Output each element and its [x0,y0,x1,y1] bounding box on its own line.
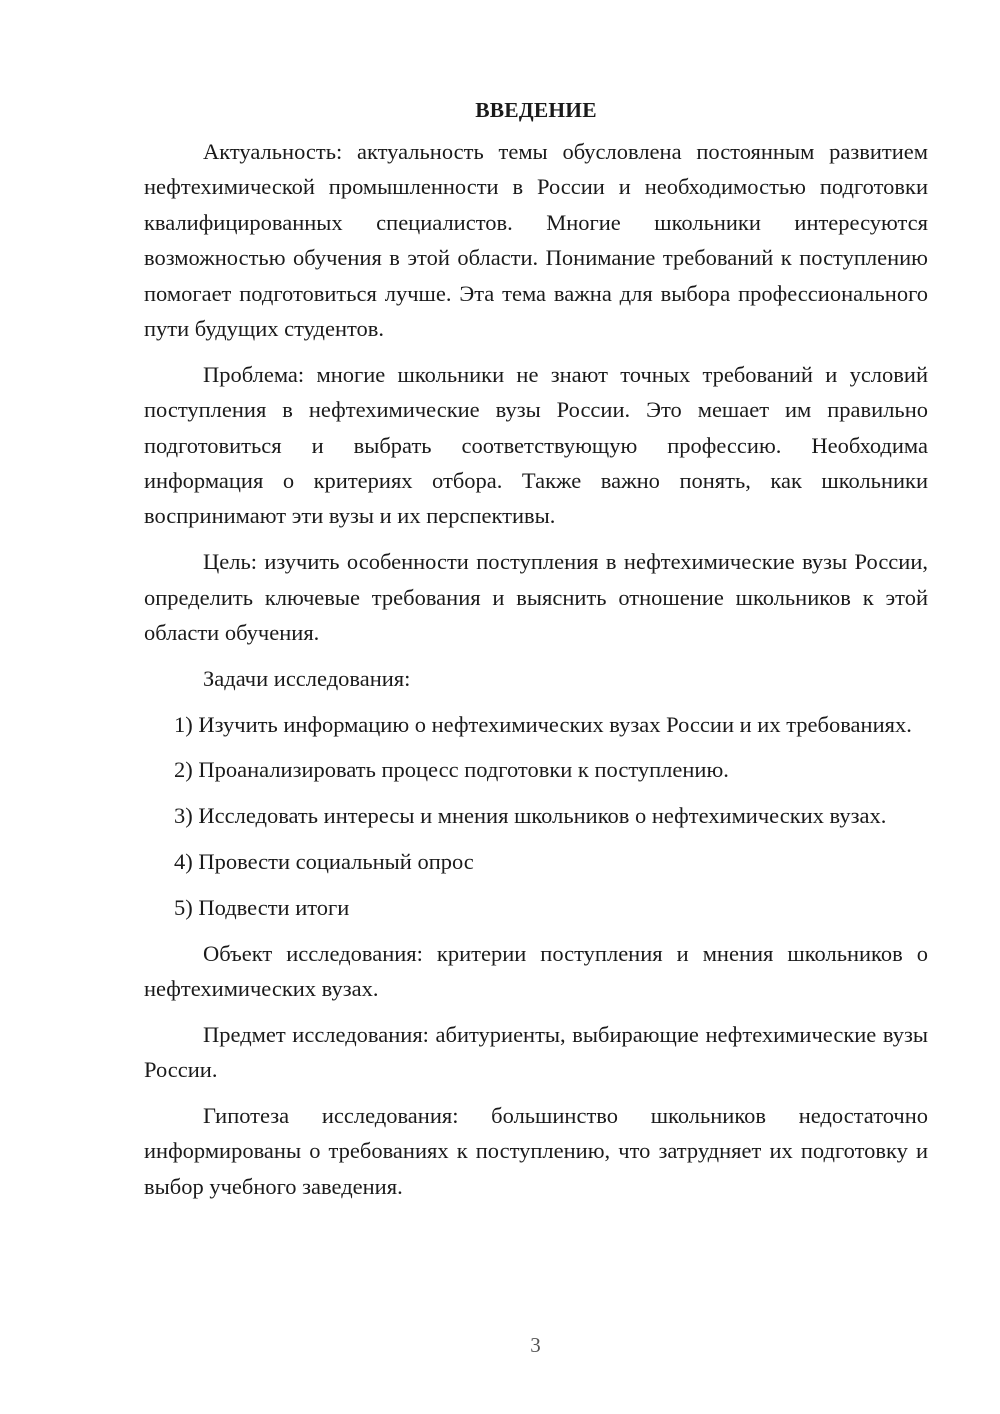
page-content [144,94,928,1215]
task-item: 2) Проанализировать процесс подготовки к поступлению. [174,757,729,783]
task-item: 3) Исследовать интересы и мнения школьников о нефтехимических вузах. [174,803,887,829]
task-item: 1) Изучить информацию о нефтехимических вузах России и их требованиях. [174,711,912,737]
problem-paragraph: Проблема: многие школьники не знают точных требований и условий поступления в нефтехимические вузы России. Это мешает им правильно подготовиться и выбрать соответствующую профессию. Необходима информация о критериях отбора. Также важно понять, как школьники воспринимают эти вузы и их перспективы. [144,361,928,529]
tasks-heading: Задачи исследования: [203,665,411,691]
hypothesis-paragraph: Гипотеза исследования: большинство школьников недостаточно информированы о требованиях к поступлению, что затрудняет их подготовку и выбор учебного заведения. [144,1103,928,1199]
goal-paragraph: Цель: изучить особенности поступления в нефтехимические вузы России, определить ключевые требования и выяснить отношение школьников к этой области обучения. [144,549,928,646]
page-title: ВВЕДЕНИЕ [475,98,597,122]
subject-paragraph: Предмет исследования: абитуриенты, выбирающие нефтехимические вузы России. [144,1021,928,1083]
object-paragraph: Объект исследования: критерии поступления и мнения школьников о нефтехимических вузах. [144,940,928,1002]
task-item: 4) Провести социальный опрос [174,849,474,875]
relevance-paragraph: Актуальность: актуальность темы обусловлена постоянным развитием нефтехимической промышленности в России и необходимостью подготовки квалифицированных специалистов. Многие школьники интересуются возможностью обучения в этой области. Понимание требований к поступлению помогает подготовиться лучше. Эта тема важна для выбора профессионального пути будущих студентов. [144,139,928,342]
task-item: 5) Подвести итоги [174,894,350,920]
page-number: 3 [530,1333,541,1357]
